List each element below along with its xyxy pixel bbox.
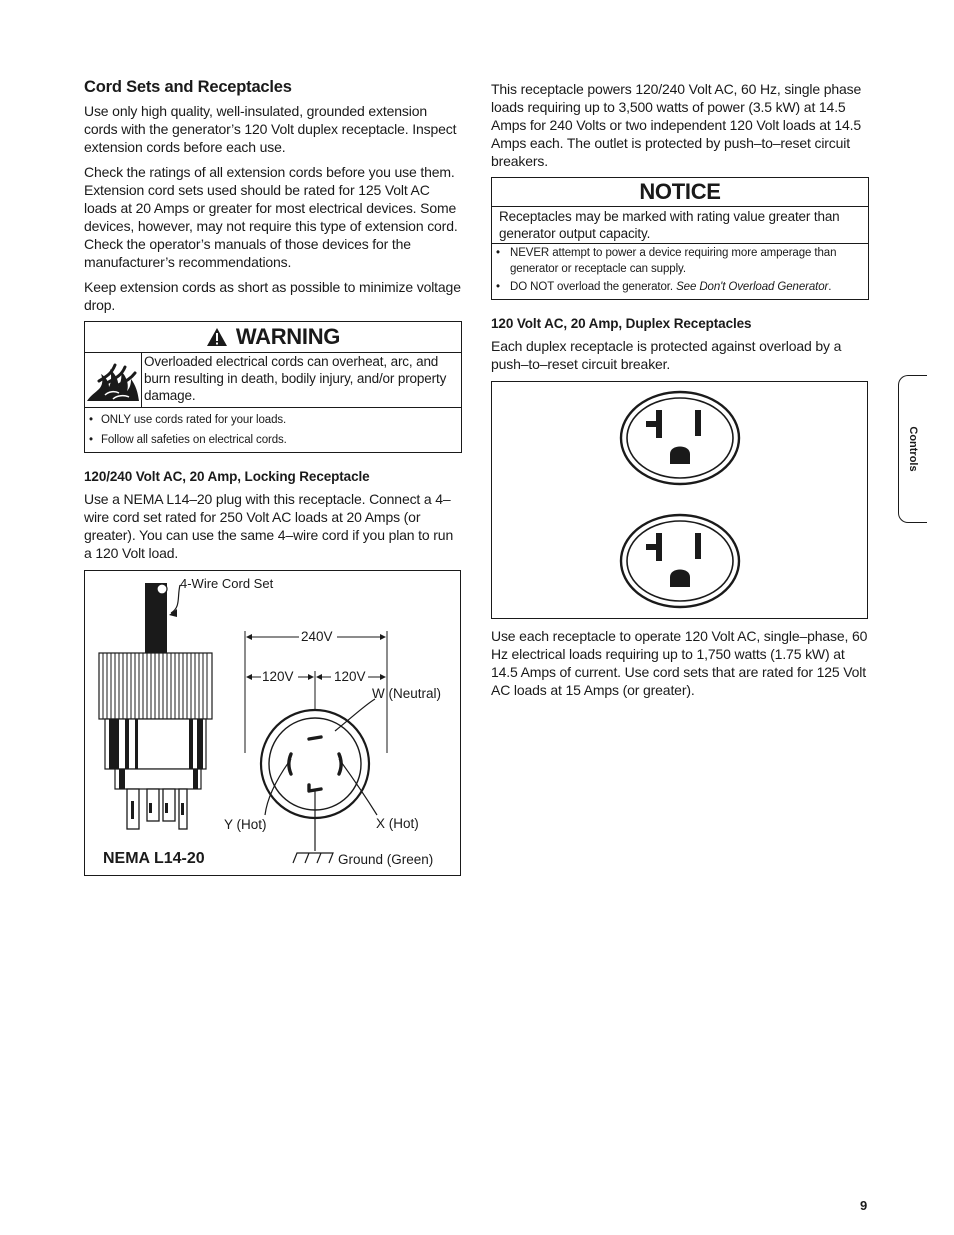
notice-bullet-prefix: DO NOT overload the generator. xyxy=(510,281,677,293)
warning-box xyxy=(84,321,462,453)
paragraph: Use a NEMA L14–20 plug with this receptacle. Connect a 4–wire cord set rated for 250 Volt AC loads at 20 Amps (or greater). You can use the same 4–wire cord if you plan to run a 120 Volt load. xyxy=(84,491,454,561)
list-item xyxy=(496,279,868,295)
list-item: • ONLY use cords rated for your loads. xyxy=(89,410,461,430)
v120-right-label: 120V xyxy=(334,669,366,684)
cord-label: 4-Wire Cord Set xyxy=(180,576,274,591)
paragraph: Check the ratings of all extension cords before you use them. Extension cord sets used should be rated for 125 Volt AC loads at 20 Amps or greater for most electrical devices. Some devices, however, may not require this type of extension cord. Check the operator’s manuals of those devices for the manufacturer’s recommendations. xyxy=(84,164,458,270)
notice-text: Receptacles may be marked with rating value greater than generator output capacity. xyxy=(492,207,868,244)
notice-box xyxy=(491,177,869,300)
notice-bullets xyxy=(492,244,868,299)
duplex-heading: 120 Volt AC, 20 Amp, Duplex Receptacles xyxy=(491,316,752,331)
ground-label: Ground (Green) xyxy=(338,852,434,867)
plug-diagram xyxy=(85,571,460,875)
duplex-figure xyxy=(491,381,868,619)
paragraph: This receptacle powers 120/240 Volt AC, 60 Hz, single phase loads requiring up to 3,500 watts of power (3.5 kW) at 14.5 Amps for 240 Volts or two independent 120 Volt loads at 14.5 Amps each. The outlet is protected by push–to–reset circuit breakers. xyxy=(491,81,862,169)
section-heading: Cord Sets and Receptacles xyxy=(84,78,292,96)
warning-bullets xyxy=(85,408,461,452)
duplex-receptacle-diagram xyxy=(492,382,867,618)
warning-triangle-icon xyxy=(206,327,228,347)
list-item: • Follow all safeties on electrical cords. xyxy=(89,430,461,450)
paragraph: Use only high quality, well-insulated, grounded extension cords with the generator’s 120 Volt duplex receptacle. Inspect extension cords before each use. xyxy=(84,103,457,155)
paragraph: Keep extension cords as short as possible to minimize voltage drop. xyxy=(84,279,461,313)
locking-heading: 120/240 Volt AC, 20 Amp, Locking Receptacle xyxy=(84,469,370,484)
fire-hazard-icon xyxy=(85,357,141,403)
notice-title: NOTICE xyxy=(639,179,721,204)
warning-icon-cell xyxy=(85,353,142,407)
nema-label: NEMA L14-20 xyxy=(103,850,205,867)
page-number: 9 xyxy=(860,1198,868,1213)
side-tab[interactable] xyxy=(898,375,927,523)
neutral-label: W (Neutral) xyxy=(372,686,442,701)
notice-header xyxy=(492,178,868,207)
list-item: • NEVER attempt to power a device requiring more amperage than generator or receptacle can supply. xyxy=(496,245,868,277)
warning-text: Overloaded electrical cords can overheat, arc, and burn resulting in death, bodily injury, and/or property damage. xyxy=(144,354,447,403)
paragraph: Use each receptacle to operate 120 Volt AC, single–phase, 60 Hz electrical loads requiring up to 1,750 watts (1.75 kW) at 14.5 Amps of current. Use cord sets that are rated for 125 Volt AC loads at 15 Amps (or greater). xyxy=(491,628,868,698)
notice-bullet-suffix: . xyxy=(828,281,832,293)
paragraph: Each duplex receptacle is protected against overload by a push–to–reset circuit breaker. xyxy=(491,338,842,372)
x-hot-label: X (Hot) xyxy=(376,816,419,831)
notice-bullet-link: See Don't Overload Generator xyxy=(676,281,829,293)
receptacle-bottom-icon xyxy=(621,515,739,607)
v120-left-label: 120V xyxy=(262,669,294,684)
y-hot-label: Y (Hot) xyxy=(224,817,267,832)
left-column xyxy=(84,78,462,876)
receptacle-top-icon xyxy=(621,392,739,484)
l14-20-figure xyxy=(84,570,461,876)
warning-header xyxy=(85,322,461,353)
right-column xyxy=(491,80,869,706)
warning-title: WARNING xyxy=(235,324,341,349)
v240-label: 240V xyxy=(301,629,333,644)
side-tab-label: Controls xyxy=(907,426,919,472)
warning-body xyxy=(85,353,461,408)
